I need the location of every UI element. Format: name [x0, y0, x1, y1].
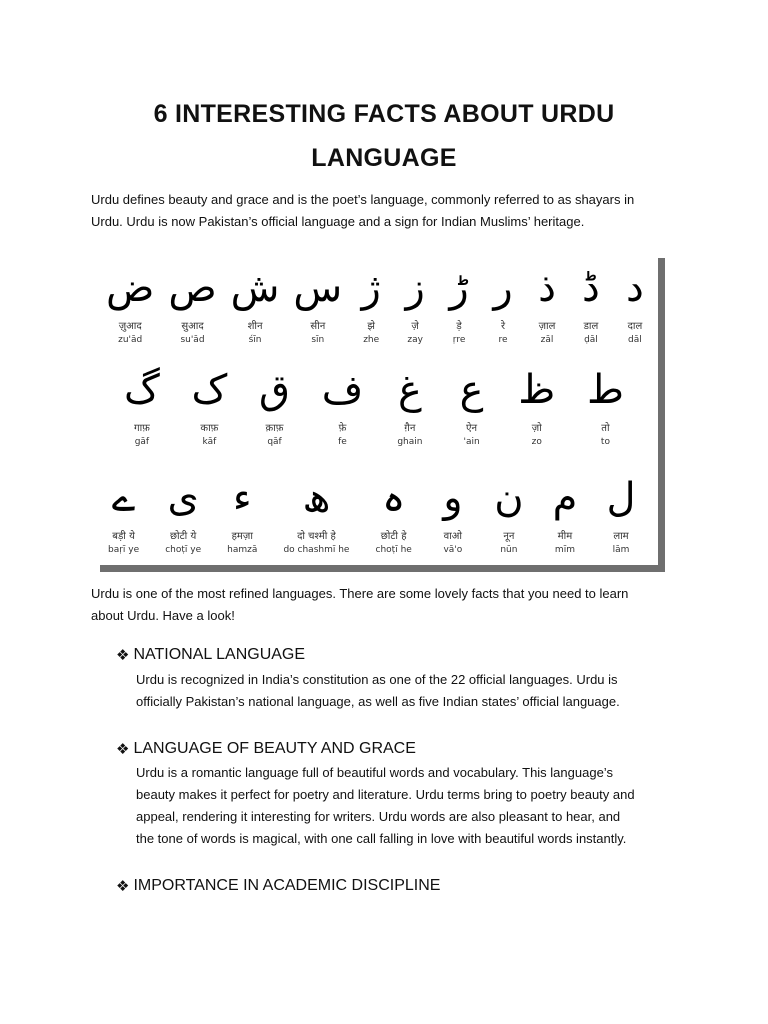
letter-latin-name: dāl: [628, 335, 642, 345]
letter-latin-name: su'ād: [180, 335, 205, 345]
letter-latin-name: 'ain: [463, 437, 480, 447]
urdu-letter-glyph: ض: [106, 265, 155, 311]
urdu-letter-glyph: گ: [124, 367, 160, 413]
alphabet-letter: [532, 262, 562, 346]
letter-latin-name: zay: [407, 335, 423, 345]
alphabet-letter: [283, 472, 349, 556]
diamond-bullet-icon: ❖: [116, 740, 130, 758]
urdu-letter-glyph: ل: [606, 475, 636, 521]
letter-latin-name: to: [600, 437, 610, 447]
body-line-2: about Urdu. Have a look!: [91, 608, 235, 623]
section-line: the tone of words is magical, with one call falling in love with beautiful words instantly.: [136, 831, 627, 846]
letter-hindi-name: ड़े: [456, 321, 462, 332]
diamond-bullet-icon: ❖: [116, 646, 130, 664]
body-paragraph: [91, 583, 691, 627]
urdu-letter-glyph: ن: [494, 475, 524, 521]
alphabet-letter: [376, 472, 412, 556]
alphabet-letter: [444, 262, 474, 346]
alphabet-letter: [550, 472, 580, 556]
letter-latin-name: re: [498, 335, 508, 345]
alphabet-letter: [108, 472, 139, 556]
title-line-1: 6 INTERESTING FACTS ABOUT URDU: [153, 100, 615, 128]
urdu-letter-glyph: ز: [405, 265, 425, 311]
alphabet-letter: [293, 262, 342, 346]
letter-latin-name: choṭī he: [375, 545, 412, 555]
letter-latin-name: śīn: [248, 335, 262, 345]
section-heading-beauty-grace: [116, 737, 416, 761]
intro-line-1: Urdu defines beauty and grace and is the poet’s language, commonly referred to as shayars in: [91, 192, 635, 207]
urdu-letter-glyph: م: [552, 475, 578, 521]
letter-latin-name: do chashmī he: [283, 545, 350, 555]
letter-hindi-name: ग़ैन: [404, 423, 416, 434]
section-line: appeal, rendering it interesting for writers. Urdu words are also pleasant to hear, and: [136, 809, 621, 824]
letter-latin-name: zu'ād: [118, 335, 143, 345]
letter-latin-name: fe: [338, 437, 347, 447]
letter-latin-name: nūn: [500, 545, 518, 555]
letter-hindi-name: दो चश्मी हे: [297, 531, 336, 542]
letter-hindi-name: दाल: [627, 321, 643, 332]
urdu-letter-glyph: ھ: [302, 475, 331, 521]
letter-latin-name: kāf: [202, 437, 217, 447]
title-line-2: LANGUAGE: [311, 144, 457, 172]
urdu-letter-glyph: ک: [191, 367, 228, 413]
letter-latin-name: qāf: [267, 437, 282, 447]
urdu-letter-glyph: ص: [168, 265, 217, 311]
urdu-letter-glyph: ع: [459, 367, 484, 413]
letter-hindi-name: शीन: [247, 321, 263, 332]
letter-latin-name: zāl: [540, 335, 554, 345]
alphabet-letter: [400, 262, 430, 346]
letter-hindi-name: लाम: [613, 531, 629, 542]
intro-line-2: Urdu. Urdu is now Pakistan’s official language and a sign for Indian Muslims’ heritage.: [91, 214, 585, 229]
urdu-letter-glyph: ء: [232, 475, 252, 521]
urdu-alphabet-figure: [100, 258, 665, 572]
alphabet-letter: [518, 364, 555, 448]
letter-hindi-name: बड़ी ये: [112, 531, 135, 542]
letter-latin-name: gāf: [134, 437, 150, 447]
alphabet-letter: [438, 472, 468, 556]
letter-latin-name: ḍāl: [584, 335, 598, 345]
alphabet-letter: [231, 262, 280, 346]
section-body-national-language: [136, 669, 696, 713]
letter-latin-name: ṛre: [452, 335, 466, 345]
section-heading-text: NATIONAL LANGUAGE: [133, 646, 306, 663]
letter-latin-name: hamzā: [227, 545, 258, 555]
urdu-letter-glyph: غ: [397, 367, 422, 413]
section-heading-national-language: [116, 643, 305, 667]
alphabet-letter: [259, 364, 290, 448]
letter-hindi-name: ज़ाल: [538, 321, 556, 332]
letter-hindi-name: नून: [503, 531, 515, 542]
urdu-letter-glyph: ی: [167, 475, 199, 521]
letter-latin-name: ghain: [397, 437, 423, 447]
letter-latin-name: baṛī ye: [108, 545, 140, 555]
letter-hindi-name: क़ाफ़: [265, 423, 284, 434]
diamond-bullet-icon: ❖: [116, 877, 130, 895]
letter-hindi-name: छोटी ये: [170, 531, 197, 542]
alphabet-letter: [124, 364, 160, 448]
urdu-letter-glyph: ہ: [381, 475, 406, 521]
letter-hindi-name: डाल: [583, 321, 599, 332]
body-line-1: Urdu is one of the most refined languages. There are some lovely facts that you need to learn: [91, 586, 629, 601]
letter-hindi-name: तो: [601, 423, 610, 434]
document-title: [84, 92, 684, 180]
urdu-letter-glyph: ظ: [518, 367, 556, 413]
letter-latin-name: zo: [531, 437, 542, 447]
alphabet-letter: [395, 364, 425, 448]
letter-hindi-name: सीन: [310, 321, 326, 332]
alphabet-letter: [165, 472, 201, 556]
letter-hindi-name: वाओ: [443, 531, 463, 542]
letter-hindi-name: ज़ो: [531, 423, 542, 434]
alphabet-letter: [606, 472, 636, 556]
urdu-letter-glyph: ڑ: [449, 265, 469, 311]
section-body-beauty-grace: [136, 762, 696, 850]
letter-latin-name: zhe: [363, 335, 380, 345]
alphabet-letter: [488, 262, 518, 346]
section-heading-academic-discipline: [116, 874, 440, 898]
alphabet-letter: [192, 364, 228, 448]
alphabet-row-2: [124, 364, 624, 448]
section-line: beauty makes it perfect for poetry and literature. Urdu terms bring to poetry beauty and: [136, 787, 635, 802]
urdu-letter-glyph: ف: [321, 367, 364, 413]
urdu-letter-glyph: ش: [230, 265, 280, 311]
letter-latin-name: lām: [612, 545, 630, 555]
alphabet-letter: [322, 364, 363, 448]
letter-hindi-name: गाफ़: [133, 423, 150, 434]
alphabet-row-3: [108, 472, 636, 556]
urdu-letter-glyph: و: [443, 475, 463, 521]
letter-hindi-name: मीम: [557, 531, 573, 542]
letter-hindi-name: ज़े: [411, 321, 419, 332]
letter-hindi-name: ऐन: [466, 423, 478, 434]
urdu-letter-glyph: د: [626, 265, 644, 311]
letter-hindi-name: फ़े: [338, 423, 347, 434]
letter-hindi-name: हमज़ा: [231, 531, 253, 542]
alphabet-row-1: [106, 262, 650, 346]
urdu-letter-glyph: ق: [259, 367, 291, 413]
alphabet-letter: [227, 472, 257, 556]
intro-paragraph: [91, 189, 691, 233]
section-heading-text: IMPORTANCE IN ACADEMIC DISCIPLINE: [133, 877, 441, 894]
letter-hindi-name: छोटी हे: [380, 531, 407, 542]
letter-hindi-name: रे: [501, 321, 506, 332]
urdu-letter-glyph: س: [293, 265, 343, 311]
urdu-letter-glyph: ژ: [361, 265, 381, 311]
letter-latin-name: mīm: [554, 545, 575, 555]
section-line: Urdu is recognized in India’s constitution as one of the 22 official languages. Urdu is: [136, 672, 618, 687]
alphabet-letter: [457, 364, 487, 448]
letter-hindi-name: सुआद: [181, 321, 204, 332]
alphabet-letter: [576, 262, 606, 346]
alphabet-letter: [168, 262, 216, 346]
urdu-letter-glyph: ے: [111, 475, 136, 521]
urdu-letter-glyph: ر: [493, 265, 513, 311]
urdu-letter-glyph: ط: [586, 367, 624, 413]
letter-hindi-name: काफ़: [200, 423, 219, 434]
section-heading-text: LANGUAGE OF BEAUTY AND GRACE: [133, 740, 416, 757]
letter-hindi-name: ज़ुआद: [118, 321, 142, 332]
letter-latin-name: choṭī ye: [165, 545, 202, 555]
alphabet-letter: [494, 472, 524, 556]
letter-latin-name: sīn: [311, 335, 325, 345]
alphabet-letter: [356, 262, 386, 346]
alphabet-letter: [620, 262, 650, 346]
alphabet-letter: [106, 262, 154, 346]
urdu-letter-glyph: ڈ: [582, 265, 600, 311]
alphabet-letter: [587, 364, 624, 448]
letter-hindi-name: झे: [367, 321, 375, 332]
section-line: Urdu is a romantic language full of beautiful words and vocabulary. This language’s: [136, 765, 613, 780]
section-line: officially Pakistan’s national language, as well as five Indian states’ official language.: [136, 694, 620, 709]
letter-latin-name: vā'o: [443, 545, 463, 555]
urdu-letter-glyph: ذ: [538, 265, 556, 311]
